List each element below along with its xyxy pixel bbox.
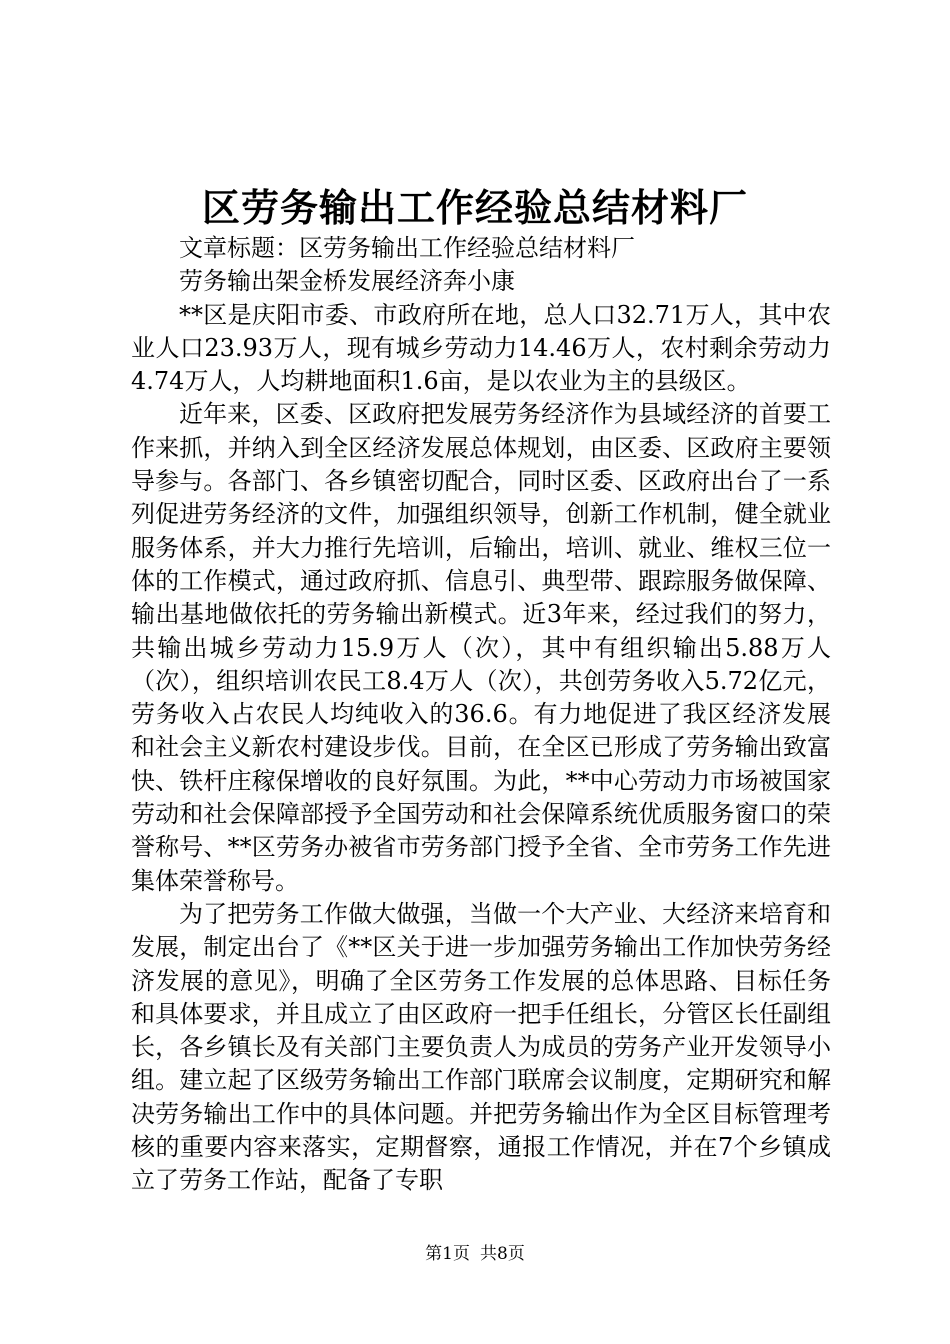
document-title: 区劳务输出工作经验总结材料厂 — [201, 186, 748, 230]
body-paragraph: 近年来，区委、区政府把发展劳务经济作为县域经济的首要工作来抓，并纳入到全区经济发展总体规划，由区委、区政府主要领导参与。各部门、各乡镇密切配合，同时区委、区政府出台了一系列促进劳务经济的文件，加强组织领导，创新工作机制，健全就业服务体系，并大力推行先培训，后输出，培训、就业、维权三位一体的工作模式，通过政府抓、信息引、典型带、跟踪服务做保障、输出基地做依托的劳务输出新模式。近3年来，经过我们的努力，共输出城乡劳动力15.9万人（次），其中有组织输出5.88万人（次），组织培训农民工8.4万人（次），共创劳务收入5.72亿元，劳务收入占农民人均纯收入的36.6。有力地促进了我区经济发展和社会主义新农村建设步伐。目前，在全区已形成了劳务输出致富快、铁杆庄稼保增收的良好氛围。为此，**中心劳动力市场被国家劳动和社会保障部授予全国劳动和社会保障系统优质服务窗口的荣誉称号、**区劳务办被省市劳务部门授予全省、全市劳务工作先进集体荣誉称号。 — [131, 400, 831, 895]
page-total: 共8页 — [480, 1244, 525, 1264]
article-subtitle-line: 劳务输出架金桥发展经济奔小康 — [179, 267, 515, 296]
article-title-line: 文章标题：区劳务输出工作经验总结材料厂 — [179, 234, 635, 262]
body-paragraph: 为了把劳务工作做大做强，当做一个大产业、大经济来培育和发展，制定出台了《**区关于进一步加强劳务输出工作加快劳务经济发展的意见》，明确了全区劳务工作发展的总体思路、目标任务和具体要求，并且成立了由区政府一把手任组长，分管区长任副组长，各乡镇长及有关部门主要负责人为成员的劳务产业开发领导小组。建立起了区级劳务输出工作部门联席会议制度，定期研究和解决劳务输出工作中的具体问题。并把劳务输出作为全区目标管理考核的重要内容来落实，定期督察，通报工作情况，并在7个乡镇成立了劳务工作站，配备了专职 — [131, 899, 831, 1195]
page-number: 第1页 — [425, 1244, 470, 1264]
body-paragraph: **区是庆阳市委、市政府所在地，总人口32.71万人，其中农业人口23.93万人，现有城乡劳动力14.46万人，农村剩余劳动力4.74万人，人均耕地面积1.6亩，是以农业为主的县级区。 — [131, 300, 831, 396]
document-body — [131, 232, 831, 1198]
page-footer — [0, 1242, 950, 1266]
